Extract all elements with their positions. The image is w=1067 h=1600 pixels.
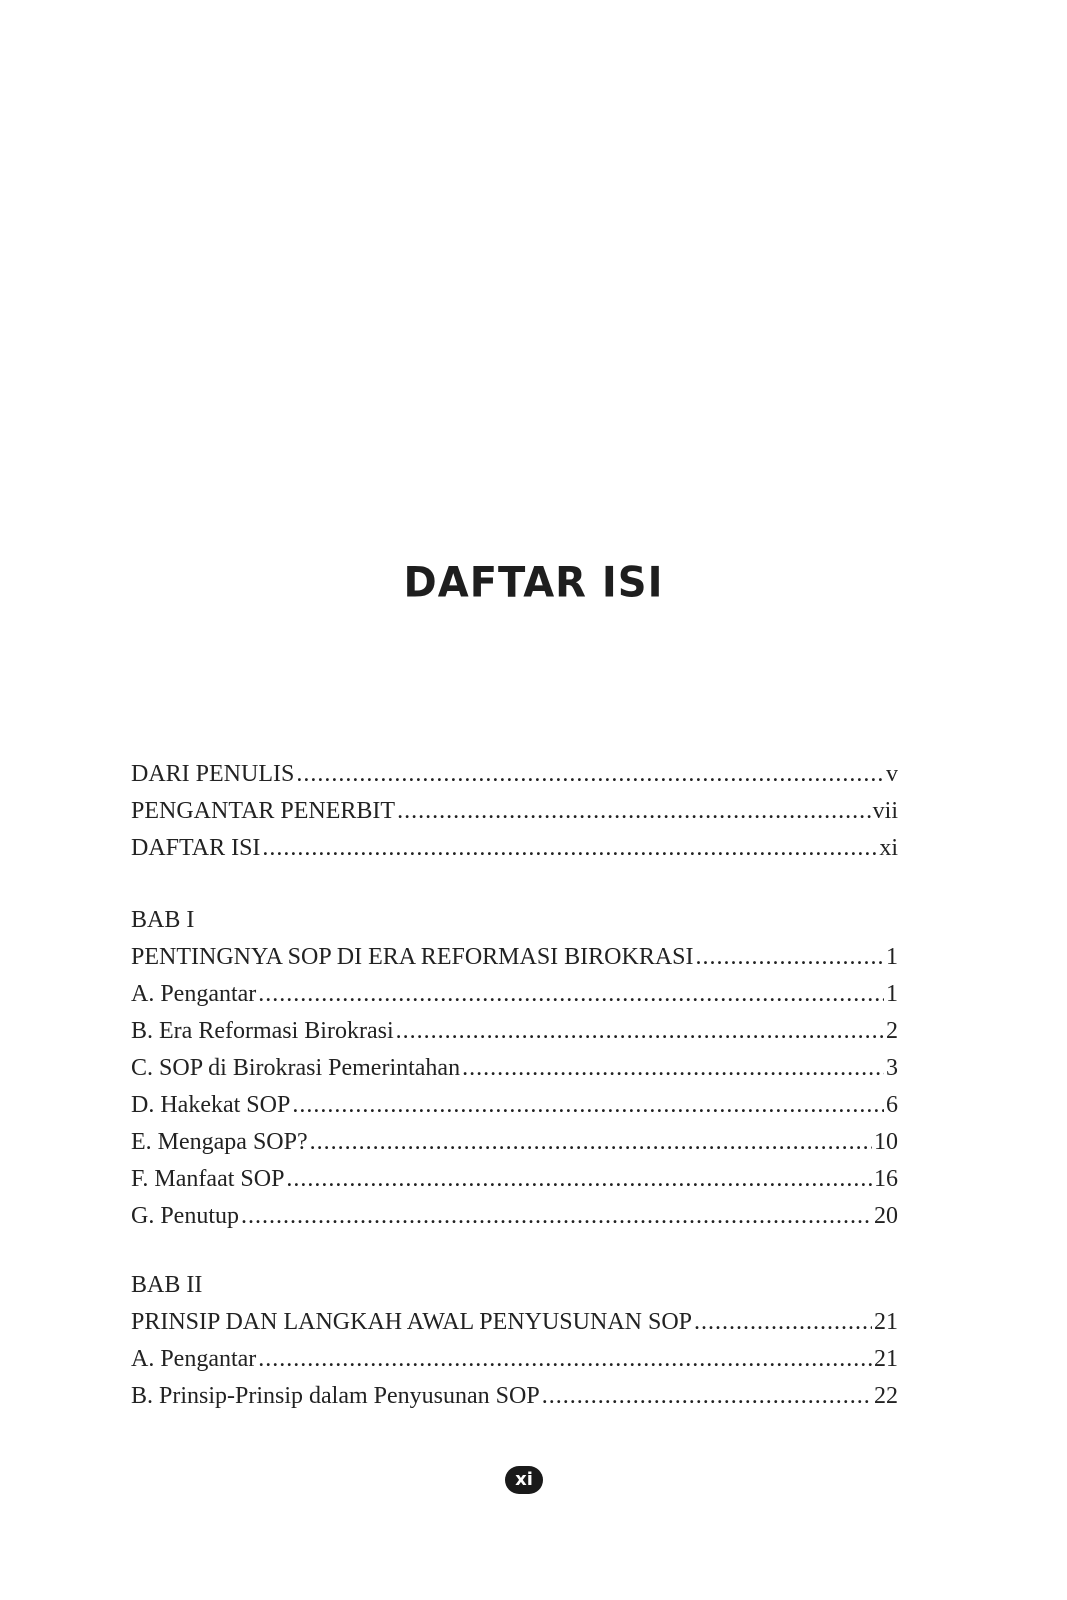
toc-entry[interactable]	[131, 1341, 898, 1378]
toc-entry-page: vii	[872, 798, 898, 824]
toc-entry-label: DARI PENULIS	[131, 761, 295, 787]
toc-entry-label: C. SOP di Birokrasi Pemerintahan	[131, 1055, 461, 1081]
toc-entry[interactable]	[131, 1050, 898, 1087]
toc-chapter-1	[131, 902, 898, 1235]
toc-entry-page: 2	[886, 1018, 898, 1044]
toc-entry[interactable]	[131, 1124, 898, 1161]
toc-entry-label: PENTINGNYA SOP DI ERA REFORMASI BIROKRASI	[131, 944, 694, 970]
toc-entry-page: 1	[886, 981, 898, 1007]
toc-entry[interactable]	[131, 939, 898, 976]
toc-leader-dots	[262, 830, 877, 867]
toc-leader-dots	[258, 976, 884, 1013]
toc-entry-page: 21	[874, 1346, 898, 1372]
toc-leader-dots	[310, 1124, 872, 1161]
toc-entry[interactable]	[131, 1013, 898, 1050]
toc-entry[interactable]	[131, 793, 898, 830]
toc-chapter-2	[131, 1267, 898, 1415]
toc-entry-page: 10	[874, 1129, 898, 1155]
toc-entry-label: PENGANTAR PENERBIT	[131, 798, 396, 824]
page-title: DAFTAR ISI	[403, 558, 664, 608]
toc-entry-page: 16	[874, 1166, 898, 1192]
toc-leader-dots	[296, 756, 884, 793]
toc-entry-page: 1	[886, 944, 898, 970]
toc-front-matter	[131, 756, 898, 867]
toc-entry[interactable]	[131, 976, 898, 1013]
toc-leader-dots	[241, 1198, 872, 1235]
toc-leader-dots	[292, 1087, 884, 1124]
toc-entry-page: xi	[879, 835, 898, 861]
toc-entry[interactable]	[131, 756, 898, 793]
toc-entry-label: DAFTAR ISI	[131, 835, 261, 861]
toc-entry-label: D. Hakekat SOP	[131, 1092, 291, 1118]
toc-entry[interactable]	[131, 1161, 898, 1198]
toc-leader-dots	[542, 1378, 872, 1415]
toc-entry-page: 22	[874, 1383, 898, 1409]
toc-entry-page: 3	[886, 1055, 898, 1081]
toc-entry-page: 20	[874, 1203, 898, 1229]
toc-entry-label: E. Mengapa SOP?	[131, 1129, 308, 1155]
toc-leader-dots	[396, 1013, 884, 1050]
page-number-badge: xi	[505, 1466, 543, 1494]
toc-leader-dots	[286, 1161, 872, 1198]
toc-entry[interactable]	[131, 1087, 898, 1124]
toc-leader-dots	[258, 1341, 872, 1378]
toc-entry-page: 6	[886, 1092, 898, 1118]
toc-entry[interactable]	[131, 1304, 898, 1341]
toc-entry[interactable]	[131, 1198, 898, 1235]
chapter-number: BAB I	[131, 907, 195, 933]
toc-entry[interactable]	[131, 1378, 898, 1415]
toc-entry-label: B. Era Reformasi Birokrasi	[131, 1018, 394, 1044]
toc-entry-label: PRINSIP DAN LANGKAH AWAL PENYUSUNAN SOP	[131, 1309, 693, 1335]
toc-entry-label: B. Prinsip-Prinsip dalam Penyusunan SOP	[131, 1383, 540, 1409]
toc-entry-label: F. Manfaat SOP	[131, 1166, 285, 1192]
chapter-number: BAB II	[131, 1272, 203, 1298]
toc-leader-dots	[397, 793, 871, 830]
toc-entry-page: v	[886, 761, 898, 787]
toc-entry-label: A. Pengantar	[131, 1346, 257, 1372]
toc-entry-label: G. Penutup	[131, 1203, 239, 1229]
toc-leader-dots	[462, 1050, 884, 1087]
toc-entry[interactable]	[131, 830, 898, 867]
toc-leader-dots	[694, 1304, 872, 1341]
toc-entry-page: 21	[874, 1309, 898, 1335]
toc-leader-dots	[696, 939, 884, 976]
toc-entry-label: A. Pengantar	[131, 981, 257, 1007]
